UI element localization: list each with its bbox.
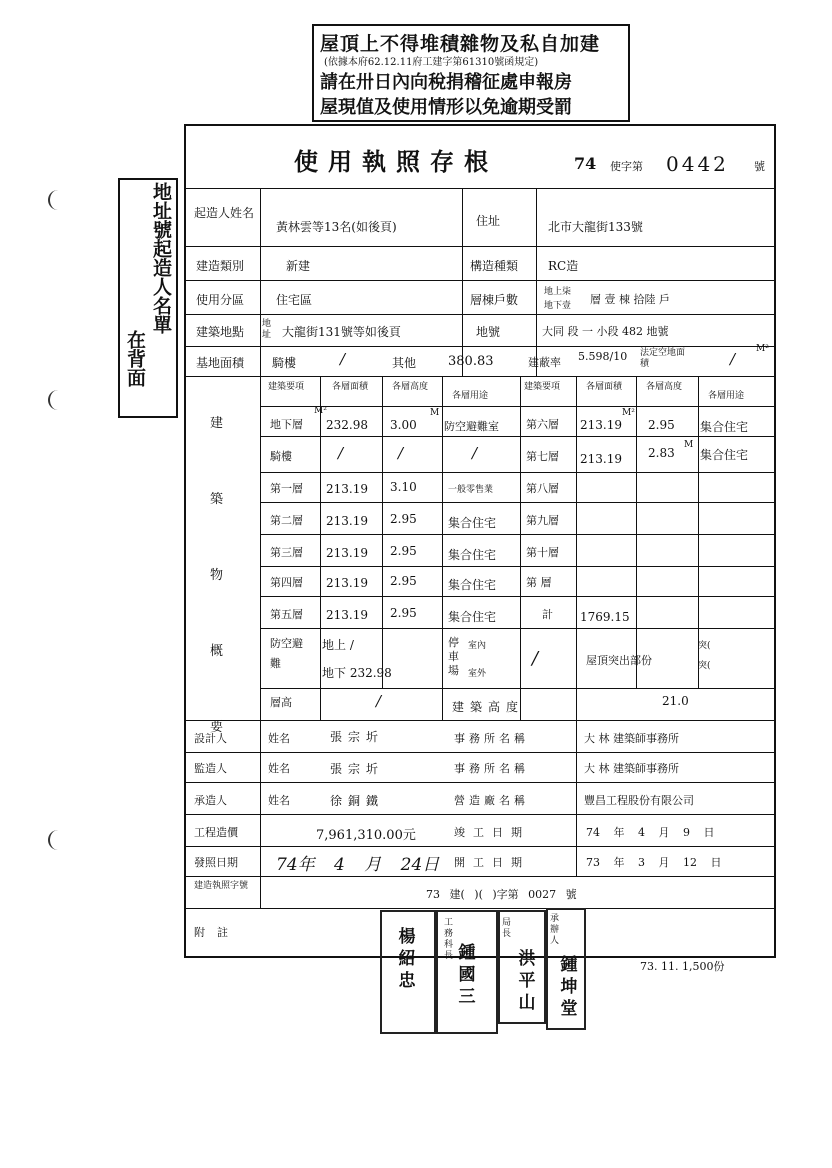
parking-label: 停車場 <box>448 636 459 677</box>
permit-number: 0442 <box>666 152 729 176</box>
floor-height: 2.95 <box>390 544 417 558</box>
floor-area: 213.19 <box>326 482 368 496</box>
floor-height: 3.10 <box>390 480 417 494</box>
permit-suffix: 號 <box>754 160 765 173</box>
unit-m: M <box>430 408 440 418</box>
floors-label: 層棟戶數 <box>470 293 519 307</box>
cost-value: 7,961,310.00元 <box>316 828 416 843</box>
parking-value: / <box>532 648 539 669</box>
other-value: 380.83 <box>448 354 494 369</box>
floor-name: 第五層 <box>270 608 303 621</box>
seal-3: 洪平山 <box>518 949 536 1013</box>
contractor-firm-label: 營造廠名稱 <box>454 794 529 807</box>
seal-1: 楊紹忠 <box>398 927 416 991</box>
lot-value: 大同 段 一 小段 482 地號 <box>542 325 669 338</box>
designer-office-label: 事務所名稱 <box>454 732 529 745</box>
floor-area: 213.19 <box>580 452 622 466</box>
floor-area: 213.19 <box>326 514 368 528</box>
start-value: 73 年 3 月 12 日 <box>586 856 722 869</box>
parking-in: 室內 <box>468 641 487 651</box>
floor-area: 213.19 <box>326 608 368 622</box>
designer-name: 張宗圻 <box>330 730 385 744</box>
location-label: 建築地點 <box>196 325 245 339</box>
bheight-value: 21.0 <box>662 694 689 708</box>
eave-value: / <box>376 692 382 710</box>
bheight-label: 建築高度 <box>452 700 525 714</box>
address-value: 北市大龍街133號 <box>548 220 643 234</box>
seal-2-side: 工務科長 <box>444 918 454 961</box>
applicant-value: 黃林雲等13名(如後頁) <box>276 220 397 234</box>
site-label: 基地面積 <box>196 356 245 370</box>
floor-use: 集合住宅 <box>448 610 497 624</box>
contractor-label: 承造人 <box>194 794 227 807</box>
floor-area: 213.19 <box>326 546 368 560</box>
stamp-line-3: 請在卅日內向稅捐稽征處申報房 <box>320 72 572 93</box>
parking-out: 室外 <box>468 669 487 679</box>
complete-value: 74 年 4 月 9 日 <box>586 826 715 839</box>
structure-label: 構造種類 <box>470 259 519 273</box>
height-col-header: 各層高度 <box>392 382 429 392</box>
issue-value: 74年 4 月 24日 <box>276 855 440 875</box>
floor-use: 一般零售業 <box>448 485 494 495</box>
seal-box-3 <box>498 910 546 1024</box>
stamp-line-1: 屋頂上不得堆積雜物及私自加建 <box>320 33 601 55</box>
seal-box-1 <box>380 910 436 1034</box>
cost-label: 工程造價 <box>194 826 238 839</box>
floor-height: 2.83 <box>648 446 675 460</box>
area-col-header-right: 各層面積 <box>586 382 623 392</box>
designer-label: 設計人 <box>194 732 227 745</box>
floor-use: / <box>472 444 478 462</box>
applicant-label: 起造人姓名 <box>193 206 254 220</box>
floor-use: 集合住宅 <box>448 578 497 592</box>
shelter-label: 防空避難 <box>270 637 303 670</box>
type-label: 建造類別 <box>196 259 245 273</box>
shelter-below: 地下 232.98 <box>322 666 392 680</box>
designer-office: 大 林 建築師事務所 <box>584 732 679 745</box>
arcade-value: / <box>340 350 346 368</box>
type-value: 新建 <box>286 259 311 273</box>
scan-mark <box>48 390 64 410</box>
floor-name: 第十層 <box>526 546 559 559</box>
contractor-name: 徐銅鐵 <box>330 794 385 808</box>
supervisor-name: 張宗圻 <box>330 762 385 776</box>
floor-height: 3.00 <box>390 418 417 432</box>
stamp-line-4: 屋現值及使用情形以免逾期受罰 <box>320 97 572 118</box>
floors-above: 地上柒 <box>544 287 572 297</box>
contractor-name-label: 姓名 <box>268 794 290 807</box>
unit-m: M <box>684 440 694 450</box>
floor-name: 第四層 <box>270 576 303 589</box>
zone-label: 使用分區 <box>196 293 245 307</box>
coverage-label: 建蔽率 <box>528 356 561 369</box>
side-note-col2: 在背面 <box>124 330 146 387</box>
complete-label: 竣工日期 <box>454 826 530 839</box>
permit-label: 建造執照字號 <box>194 881 249 891</box>
supervisor-label: 監造人 <box>194 762 227 775</box>
floor-name: 第九層 <box>526 514 559 527</box>
seal-4-side: 承辦人 <box>550 914 560 946</box>
floors-below: 地下壹 <box>544 301 572 311</box>
permit-prefix: 使字第 <box>610 160 643 173</box>
legal-open-label: 法定空地面積 <box>640 348 686 369</box>
eave-label: 層高 <box>270 696 292 709</box>
legal-open-value: / <box>730 350 736 368</box>
seal-box-4 <box>546 908 586 1030</box>
permit-year: 74 <box>574 154 597 173</box>
shelter-above: 地上 / <box>322 638 354 652</box>
arcade-label: 騎樓 <box>272 356 297 370</box>
seal-3-side: 局長 <box>502 918 512 939</box>
seal-2: 鍾國三 <box>458 943 476 1007</box>
use-col-header: 各層用途 <box>452 391 489 401</box>
floor-name: 第七層 <box>526 450 559 463</box>
use-col-header-right: 各層用途 <box>708 391 745 401</box>
zone-value: 住宅區 <box>276 293 313 307</box>
floor-name: 第二層 <box>270 514 303 527</box>
coverage-value: 5.598/10 <box>578 350 628 363</box>
floor-use: 防空避難室 <box>444 420 499 433</box>
location-sub: 地址 <box>262 319 272 340</box>
floor-col-header-right: 建築要項 <box>524 382 561 392</box>
floor-name: 計 <box>542 608 553 621</box>
permit-form <box>184 124 776 958</box>
floor-area: 213.19 <box>580 418 622 432</box>
side-note-col1: 地址號起造人名單 <box>150 182 172 334</box>
building-section-label: 建築物概要 <box>210 416 224 735</box>
floor-use: 集合住宅 <box>700 420 749 434</box>
floor-height: 2.95 <box>648 418 675 432</box>
permit-value: 73 建( )( )字第 0027 號 <box>426 888 577 901</box>
supervisor-name-label: 姓名 <box>268 762 290 775</box>
supervisor-office: 大 林 建築師事務所 <box>584 762 679 775</box>
roof-side2: 突( <box>698 661 711 671</box>
floor-height: 2.95 <box>390 606 417 620</box>
floor-use: 集合住宅 <box>448 516 497 530</box>
area-col-header: 各層面積 <box>332 382 369 392</box>
location-value: 大龍街131號等如後頁 <box>282 325 401 339</box>
height-col-header-right: 各層高度 <box>646 382 683 392</box>
structure-value: RC造 <box>548 259 579 273</box>
floor-name: 第 層 <box>526 576 552 589</box>
floor-height: / <box>398 444 404 462</box>
address-label: 住址 <box>476 214 501 228</box>
stamp-line-2: (依據本府62.12.11府工建字第61310號函規定) <box>324 57 539 68</box>
supervisor-office-label: 事務所名稱 <box>454 762 529 775</box>
side-note-box <box>118 178 178 418</box>
floor-name: 第一層 <box>270 482 303 495</box>
other-label: 其他 <box>392 356 417 370</box>
floor-area: 232.98 <box>326 418 368 432</box>
print-note: 73. 11. 1,500份 <box>640 960 725 973</box>
seal-box-2 <box>436 910 498 1034</box>
floor-name: 第三層 <box>270 546 303 559</box>
lot-label: 地號 <box>476 325 501 339</box>
floors-count: 層 壹 棟 拾陸 戶 <box>590 293 670 306</box>
seal-4: 鍾坤堂 <box>560 955 578 1019</box>
roof-label: 屋頂突出部份 <box>586 654 652 667</box>
floor-height: 2.95 <box>390 574 417 588</box>
scan-mark <box>48 190 64 210</box>
floor-col-header: 建築要項 <box>268 382 305 392</box>
floor-name: 地下層 <box>270 418 303 431</box>
floor-name: 騎樓 <box>270 450 292 463</box>
floor-name: 第六層 <box>526 418 559 431</box>
floor-area: / <box>338 444 344 462</box>
scan-mark <box>48 830 64 850</box>
issue-label: 發照日期 <box>194 856 238 869</box>
floor-use: 集合住宅 <box>700 448 749 462</box>
floor-name: 第八層 <box>526 482 559 495</box>
contractor-firm: 豐昌工程股份有限公司 <box>584 794 694 807</box>
floor-area: 1769.15 <box>580 610 630 624</box>
note-label: 附註 <box>194 926 240 939</box>
designer-name-label: 姓名 <box>268 732 290 745</box>
roof-side1: 突( <box>698 641 711 651</box>
floor-height: 2.95 <box>390 512 417 526</box>
top-notice-stamp <box>312 24 630 122</box>
unit-m2: M² <box>314 406 327 416</box>
unit-m2: M² <box>622 408 635 418</box>
floor-area: 213.19 <box>326 576 368 590</box>
floor-use: 集合住宅 <box>448 548 497 562</box>
unit-m2: M² <box>756 344 769 354</box>
start-label: 開工日期 <box>454 856 530 869</box>
form-title: 使用執照存根 <box>294 147 498 176</box>
